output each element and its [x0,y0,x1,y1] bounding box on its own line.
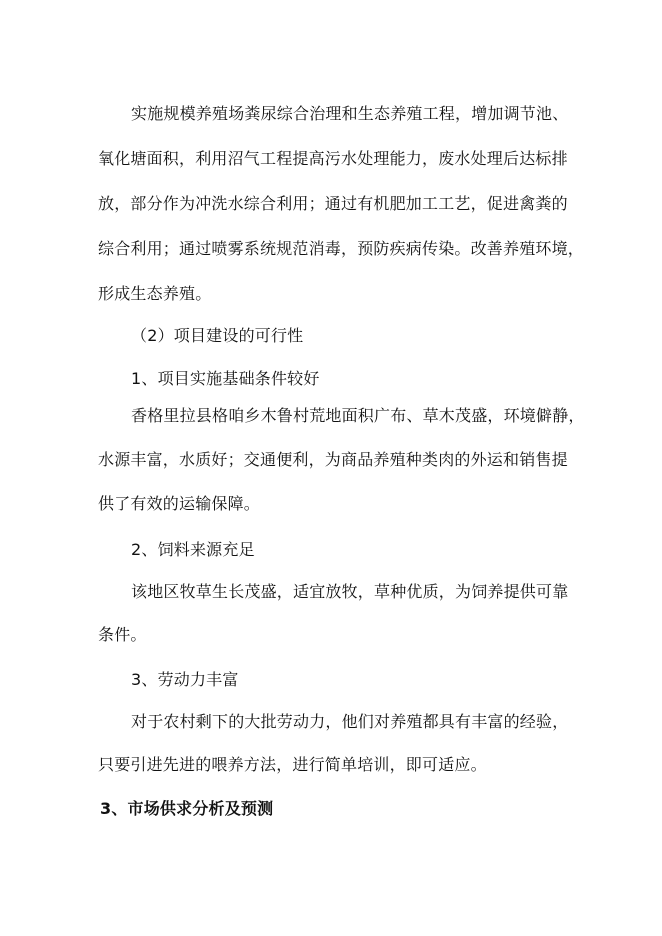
item3-body-line-1: 对于农村剩下的大批劳动力，他们对养殖都具有丰富的经验， [131,712,569,731]
item1-title: 1、项目实施基础条件较好 [131,369,320,388]
item1-body-line-2: 水源丰富，水质好；交通便利，为商品养殖种类肉的外运和销售提 [98,450,568,469]
item3-title: 3、劳动力丰富 [131,670,239,689]
paragraph1-line-2: 氧化塘面积，利用沼气工程提高污水处理能力，废水处理后达标排 [98,149,568,168]
subheading-feasibility: （2）项目建设的可行性 [131,326,304,345]
paragraph1-line-4: 综合利用；通过喷雾系统规范消毒，预防疾病传染。改善养殖环境， [98,239,585,258]
item2-body-line-2: 条件。 [98,625,147,644]
item1-body-line-3: 供了有效的运输保障。 [98,494,261,513]
paragraph1-line-3: 放，部分作为冲洗水综合利用；通过有机肥加工工艺，促进禽粪的 [98,194,568,213]
paragraph1-line-5: 形成生态养殖。 [98,284,212,303]
item2-title: 2、饲料来源充足 [131,540,255,559]
item2-body-line-1: 该地区牧草生长茂盛，适宜放牧，草种优质，为饲养提供可靠 [131,582,569,601]
item3-body-line-2: 只要引进先进的喂养方法，进行简单培训，即可适应。 [98,755,487,774]
item1-body-line-1: 香格里拉县格咱乡木鲁村荒地面积广布、草木茂盛，环境僻静， [131,406,585,425]
section3-heading: 3、市场供求分析及预测 [100,799,274,818]
paragraph1-line-1: 实施规模养殖场粪尿综合治理和生态养殖工程，增加调节池、 [131,104,569,123]
